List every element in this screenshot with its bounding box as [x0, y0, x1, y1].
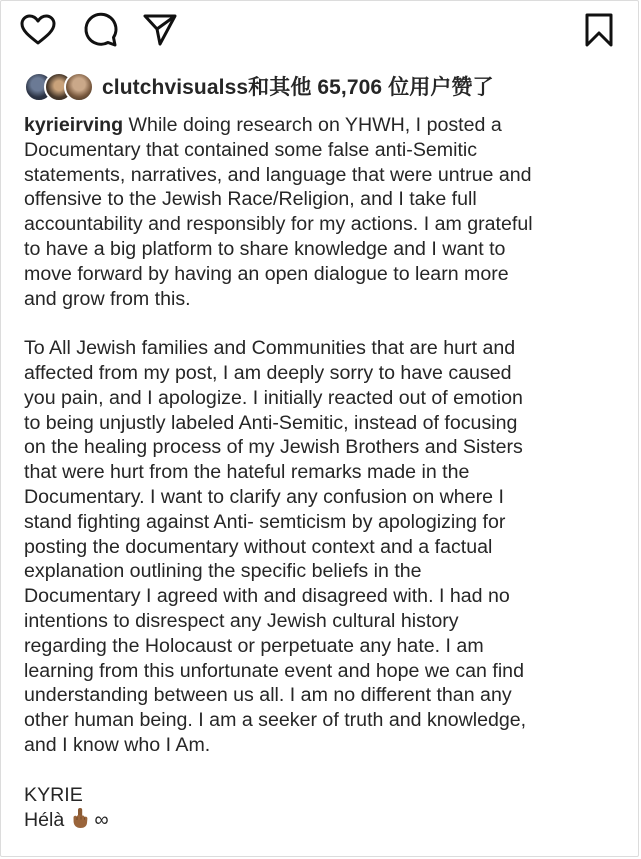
caption-line: Documentary. I want to clarify any confusion on where I: [24, 485, 504, 508]
caption-line: move forward by having an open dialogue to learn more: [24, 262, 509, 285]
raised-hand-emoji: [70, 807, 90, 829]
likes-count-text[interactable]: clutchvisualss和其他 65,706 位用户赞了: [102, 76, 494, 99]
caption-line: Documentary I agreed with and disagreed with. I had no: [24, 585, 510, 608]
caption-line: regarding the Holocaust or perpetuate any hate. I am: [24, 634, 484, 657]
caption-line: you pain, and I apologize. I initially reacted out of emotion: [24, 386, 523, 409]
paragraph-gap: [24, 758, 624, 783]
heart-icon[interactable]: [18, 10, 58, 50]
caption-line: understanding between us all. I am no different than any: [24, 684, 512, 707]
caption-line: and grow from this.: [24, 287, 191, 310]
caption-line: to have a big platform to share knowledge and I want to: [24, 237, 506, 260]
caption-line: and I know who I Am.: [24, 733, 211, 756]
caption-line: explanation outlining the specific beliefs in the: [24, 560, 422, 583]
caption-line: offensive to the Jewish Race/Religion, and I take full: [24, 188, 477, 211]
caption-line: that were hurt from the hateful remarks made in the: [24, 461, 470, 484]
caption-signoff: KYRIE: [24, 783, 83, 806]
caption-line: on the healing process of my Jewish Brothers and Sisters: [24, 436, 523, 459]
infinity-symbol: ∞: [94, 809, 109, 832]
caption-text: While doing research on YHWH, I posted a: [123, 114, 502, 136]
caption-line: statements, narratives, and language that were untrue and: [24, 163, 532, 186]
paragraph-gap: [24, 311, 624, 336]
caption-line: stand fighting against Anti- semticism by apologizing for: [24, 510, 506, 533]
comment-icon[interactable]: [80, 10, 120, 50]
liker-avatars[interactable]: [24, 71, 96, 101]
likes-summary[interactable]: [24, 70, 494, 102]
bookmark-icon[interactable]: [579, 10, 619, 50]
caption-line: posting the documentary without context and a factual: [24, 535, 493, 558]
caption-closing-line: [24, 807, 624, 833]
caption-line: other human being. I am a seeker of truth and knowledge,: [24, 709, 527, 732]
caption-line: Documentary that contained some false anti-Semitic: [24, 138, 478, 161]
avatar: [64, 72, 94, 102]
caption-line: affected from my post, I am deeply sorry to have caused: [24, 361, 512, 384]
caption-line: learning from this unfortunate event and hope we can find: [24, 659, 524, 682]
caption-line: [24, 113, 624, 138]
caption-line: to being unjustly labeled Anti-Semitic, instead of focusing: [24, 411, 518, 434]
caption-closing-text: Hélà: [24, 809, 65, 832]
post-action-bar: [18, 10, 619, 54]
caption-username[interactable]: kyrieirving: [24, 114, 124, 136]
caption-line: To All Jewish families and Communities that are hurt and: [24, 337, 516, 360]
caption-line: accountability and responsibly for my actions. I am grateful: [24, 213, 533, 236]
share-icon[interactable]: [140, 10, 180, 50]
post-caption: [24, 113, 624, 833]
caption-line: intentions to disrespect any Jewish cultural history: [24, 609, 459, 632]
